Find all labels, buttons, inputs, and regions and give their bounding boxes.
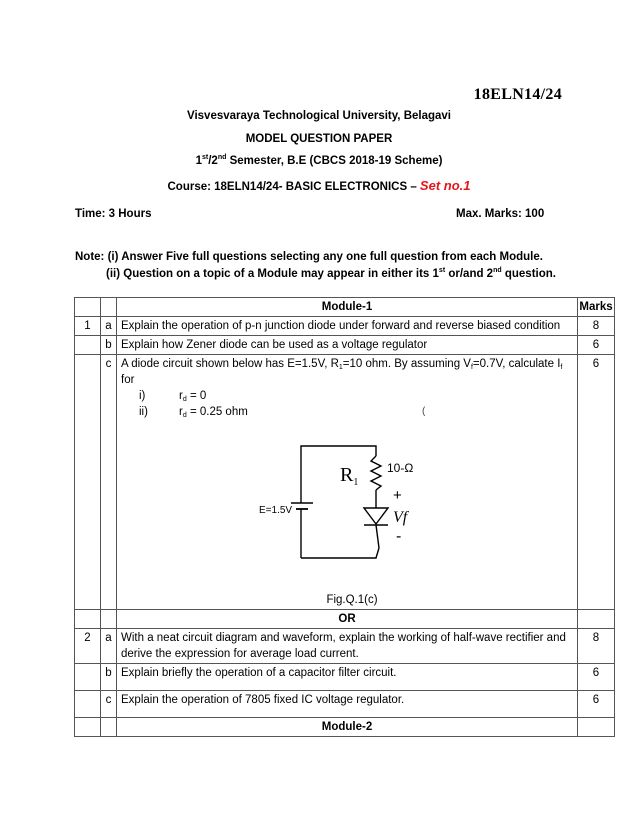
sub-question-letter: a (101, 629, 117, 664)
list-item: i) $r_d = 0$ (139, 390, 207, 403)
stray-mark: ( (422, 406, 426, 417)
paper-title: MODEL QUESTION PAPER (245, 133, 393, 145)
minus-sign: - (396, 528, 402, 545)
plus-sign: + (393, 487, 402, 504)
sub-question-letter: b (101, 336, 117, 355)
resistor-symbol (371, 456, 381, 490)
question-text: Explain briefly the operation of a capacitor filter circuit. (117, 664, 578, 691)
diode-triangle (364, 508, 388, 524)
table-row (75, 629, 615, 664)
question-marks: 8 (578, 629, 615, 664)
question-table (74, 297, 615, 737)
question-marks: 6 (578, 336, 615, 355)
question-text: With a neat circuit diagram and waveform, explain the working of half-wave rectifier and derive the expression for average load current. (117, 629, 578, 664)
question-marks: 6 (578, 691, 615, 718)
right-wire-low (376, 525, 379, 548)
sub-question-letter: c (101, 691, 117, 718)
sub-question-letter: a (101, 317, 117, 336)
question-number: 2 (75, 629, 101, 664)
table-row (75, 664, 615, 691)
question-marks: 6 (578, 355, 615, 610)
module2-header-row (75, 718, 615, 737)
table-row (75, 355, 615, 610)
battery-label: E=1.5V (259, 505, 293, 516)
question-marks: 8 (578, 317, 615, 336)
table-row (75, 317, 615, 336)
question-text: Explain the operation of 7805 fixed IC voltage regulator. (117, 691, 578, 718)
subject-code: 18ELN14/24 (473, 86, 562, 103)
table-row (75, 691, 615, 718)
question-text: Explain how Zener diode can be used as a voltage regulator (117, 336, 578, 355)
table-row (75, 336, 615, 355)
question-text: Explain the operation of p-n junction diode under forward and reverse biased condition (117, 317, 578, 336)
question-number: 1 (75, 317, 101, 336)
module2-heading: Module-2 (117, 718, 578, 737)
question-text (117, 355, 578, 610)
note-line-2: (ii) Question on a topic of a Module may appear in either its 1st or/and 2nd question. (106, 267, 556, 280)
module1-header-row (75, 298, 615, 317)
sub-question-letter: c (101, 355, 117, 610)
module1-heading: Module-1 (117, 298, 578, 317)
figure-caption: Fig.Q.1(c) (326, 594, 378, 606)
vf-label: Vf (393, 509, 408, 526)
sub-question-letter: b (101, 664, 117, 691)
list-item: ii) $r_d = 0.25$ ohm (139, 406, 248, 419)
resistor-label: $R_1$ (340, 464, 359, 488)
diode-circuit-diagram (121, 428, 552, 578)
note-line-1: Note: (i) Answer Five full questions selecting any one full question from each Module. (75, 251, 543, 263)
max-marks: Max. Marks: 100 (456, 208, 545, 220)
resistance-value: 10-Ω (387, 461, 414, 475)
or-row (75, 610, 615, 629)
question-marks: 6 (578, 664, 615, 691)
q1c-statement: A diode circuit shown below has E=1.5V, $R_1=10$ ohm. By assuming $V_f=0.7V$, calculate $I_f$ for (121, 358, 563, 386)
course-line: Course: 18ELN14/24- BASIC ELECTRONICS – Set no.1 (167, 178, 471, 193)
set-number: Set no.1 (419, 178, 471, 193)
marks-heading: Marks (578, 298, 615, 317)
top-wire (301, 446, 376, 456)
university-name: Visvesvaraya Technological University, Belagavi (187, 110, 451, 122)
semester-line: 1st/2nd Semester, B.E (CBCS 2018-19 Scheme) (195, 154, 443, 167)
exam-time: Time: 3 Hours (75, 208, 152, 220)
or-label: OR (117, 610, 578, 629)
q1c-cases (121, 388, 573, 420)
bottom-wire (301, 548, 379, 558)
